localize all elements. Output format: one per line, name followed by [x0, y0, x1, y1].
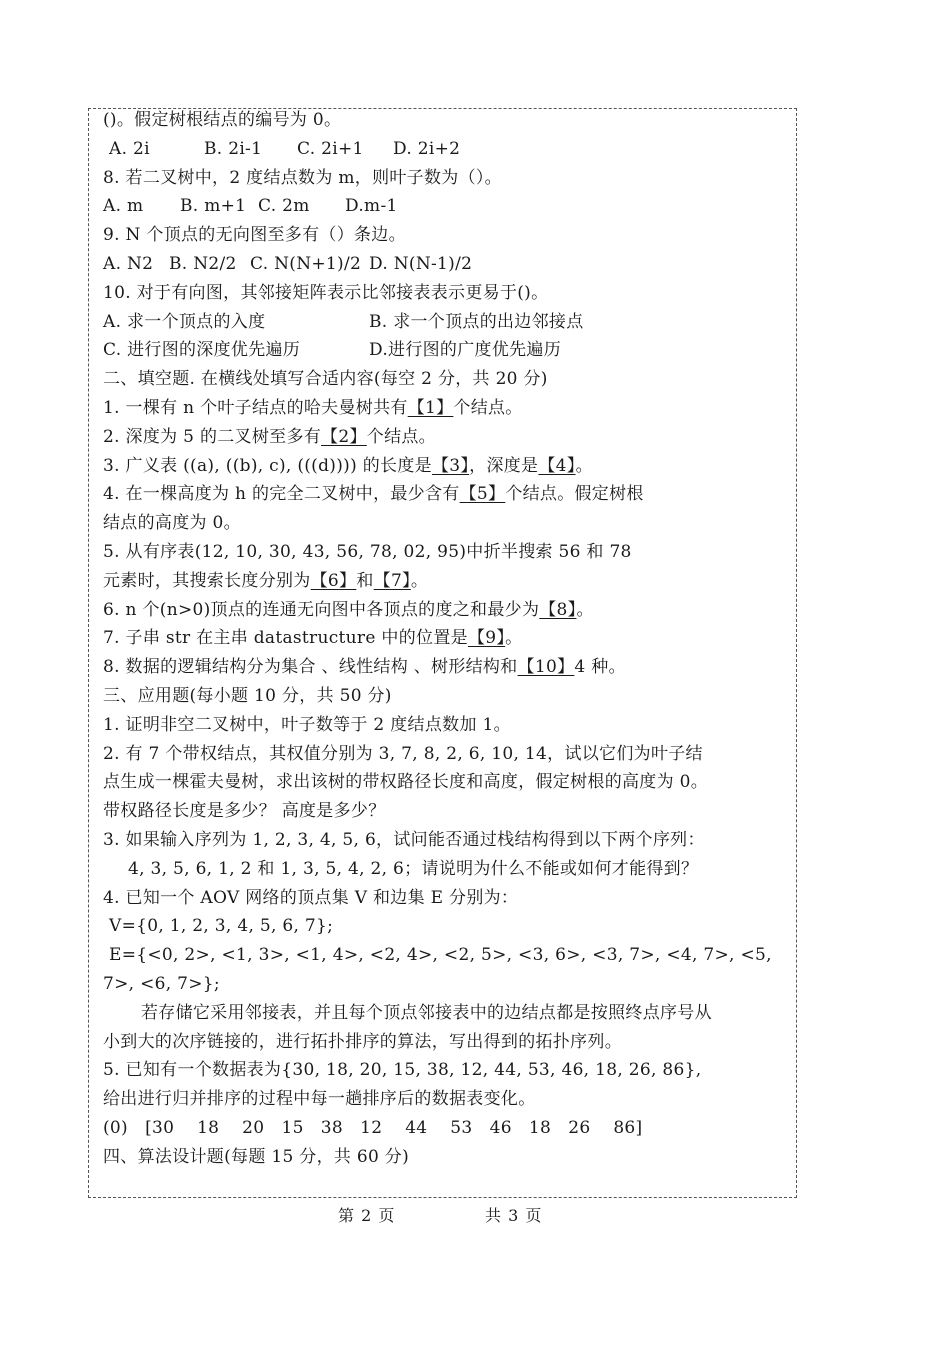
question-8: 8. 若二叉树中，2 度结点数为 m，则叶子数为（）。: [103, 167, 502, 188]
q8-option-d: D.m-1: [345, 196, 398, 217]
app-4-desc-cont: 小到大的次序链接的，进行拓扑排序的算法，写出得到的拓扑序列。: [103, 1031, 622, 1052]
app-3-cont: 4, 3, 5, 6, 1, 2 和 1, 3, 5, 4, 2, 6；请说明为什么不能或如何才能得到？: [128, 858, 699, 879]
app-5-cont: 给出进行归并排序的过程中每一趟排序后的数据表变化。: [103, 1089, 536, 1110]
fill-1-text: 1. 一棵有 n 个叶子结点的哈夫曼树共有: [103, 397, 408, 418]
app-4-edges-cont: 7>, <6, 7>};: [103, 973, 220, 994]
q9-option-c: C. N(N+1)/2: [250, 253, 362, 274]
page-number: 第 2 页: [338, 1206, 396, 1225]
app-4-desc: 若存储它采用邻接表，并且每个顶点邻接表中的边结点都是按照终点序号从: [141, 1002, 712, 1023]
q8-options: [103, 192, 793, 221]
fill-5-cont: [103, 567, 793, 596]
blank-10: 【10】: [517, 657, 575, 678]
exam-content: [103, 106, 793, 1171]
fill-1-tail: 个结点。: [453, 397, 523, 418]
fill-8: [103, 653, 793, 682]
blank-8: 【8】: [539, 599, 577, 620]
q7-option-b: B. 2i-1: [204, 138, 263, 159]
q7-option-d: D. 2i+2: [393, 138, 461, 159]
q8-option-b: B. m+1: [180, 196, 247, 217]
fill-6-tail: 。: [576, 599, 594, 620]
fill-3-mid: ，深度是: [469, 455, 539, 476]
app-2: 2. 有 7 个带权结点，其权值分别为 3, 7, 8, 2, 6, 10, 14，试以它们为叶子结: [103, 743, 703, 764]
blank-5: 【5】: [459, 484, 506, 505]
app-3: 3. 如果输入序列为 1, 2, 3, 4, 5, 6，试问能否通过栈结构得到以下两个序列：: [103, 829, 705, 850]
q8-option-c: C. 2m: [258, 196, 310, 217]
app-2-cont: 点生成一棵霍夫曼树，求出该树的带权路径长度和高度，假定树根的高度为 0。: [103, 772, 709, 793]
fill-2: [103, 423, 793, 452]
blank-1: 【1】: [407, 397, 454, 418]
fill-7: [103, 624, 793, 653]
fill-6-text: 6. n 个(n>0)顶点的连通无向图中各顶点的度之和最少为: [103, 599, 540, 620]
fill-4: [103, 480, 793, 509]
q9-option-b: B. N2/2: [169, 253, 237, 274]
fill-3-text: 3. 广义表 ((a), ((b), c), (((d)))) 的长度是: [103, 455, 432, 476]
page-total: 共 3 页: [485, 1206, 543, 1225]
q7-option-a: A. 2i: [109, 138, 150, 159]
app-5: 5. 已知有一个数据表为{30, 18, 20, 15, 38, 12, 44, 53, 46, 18, 26, 86},: [103, 1060, 702, 1081]
text-line: ()。假定树根结点的编号为 0。: [103, 110, 342, 130]
q8-option-a: A. m: [103, 196, 144, 217]
blank-7: 【7】: [373, 570, 411, 591]
q10-option-d: D.进行图的广度优先遍历: [369, 340, 562, 361]
blank-4: 【4】: [538, 455, 576, 476]
question-10: 10. 对于有向图，其邻接矩阵表示比邻接表表示更易于()。: [103, 282, 549, 303]
q10-options-ab: [103, 308, 793, 337]
blank-9: 【9】: [467, 628, 506, 649]
blank-2: 【2】: [321, 426, 367, 447]
section-2-heading: 二、填空题. 在横线处填写合适内容(每空 2 分，共 20 分): [103, 369, 548, 390]
q10-option-a: A. 求一个顶点的入度: [103, 311, 266, 332]
fill-7-text: 7. 子串 str 在主串 datastructure 中的位置是: [103, 628, 468, 649]
app-1: 1. 证明非空二叉树中，叶子数等于 2 度结点数加 1。: [103, 714, 511, 735]
fill-6: [103, 596, 793, 625]
fill-8-tail: 4 种。: [574, 657, 626, 678]
section-4-heading: 四、算法设计题(每题 15 分，共 60 分): [103, 1146, 410, 1167]
fill-8-text: 8. 数据的逻辑结构分为集合 、线性结构 、树形结构和: [103, 657, 518, 678]
q9-option-a: A. N2: [103, 253, 154, 274]
q9-options: [103, 250, 793, 279]
q10-option-c: C. 进行图的深度优先遍历: [103, 340, 301, 361]
app-5-table: (0) [30 18 20 15 38 12 44 53 46 18 26 86]: [103, 1117, 643, 1138]
q7-option-c: C. 2i+1: [297, 138, 364, 159]
app-4-edges: E={<0, 2>, <1, 3>, <1, 4>, <2, 4>, <2, 5>, <3, 6>, <3, 7>, <4, 7>, <5,: [109, 945, 772, 966]
fill-4-text: 4. 在一棵高度为 h 的完全二叉树中，最少含有: [103, 484, 460, 505]
app-4-vertices: V={0, 1, 2, 3, 4, 5, 6, 7};: [109, 916, 334, 937]
fill-4-cont: 结点的高度为 0。: [103, 513, 241, 534]
fill-4-tail: 个结点。假定树根: [505, 484, 644, 505]
fill-5-mid: 和: [356, 570, 374, 591]
question-9: 9. N 个顶点的无向图至多有（）条边。: [103, 225, 406, 246]
fill-7-tail: 。: [505, 628, 523, 649]
fill-1: [103, 394, 793, 423]
blank-6: 【6】: [310, 570, 357, 591]
blank-3: 【3】: [431, 455, 470, 476]
fill-5-tail: 。: [410, 570, 429, 591]
q10-option-b: B. 求一个顶点的出边邻接点: [369, 311, 584, 332]
fill-3: [103, 452, 793, 481]
fill-5-text: 元素时，其搜索长度分别为: [103, 570, 311, 591]
section-3-heading: 三、应用题(每小题 10 分，共 50 分): [103, 685, 392, 706]
fill-2-text: 2. 深度为 5 的二叉树至多有: [103, 426, 322, 447]
q10-options-cd: [103, 336, 793, 365]
q7-options: [103, 135, 793, 164]
q9-option-d: D. N(N-1)/2: [369, 253, 473, 274]
fill-5: 5. 从有序表(12, 10, 30, 43, 56, 78, 02, 95)中折半搜索 56 和 78: [103, 541, 632, 562]
app-4: 4. 已知一个 AOV 网络的顶点集 V 和边集 E 分别为：: [103, 887, 519, 908]
fill-3-tail: 。: [575, 455, 593, 476]
app-2-cont2: 带权路径长度是多少？ 高度是多少？: [103, 801, 386, 822]
fill-2-tail: 个结点。: [366, 426, 436, 447]
